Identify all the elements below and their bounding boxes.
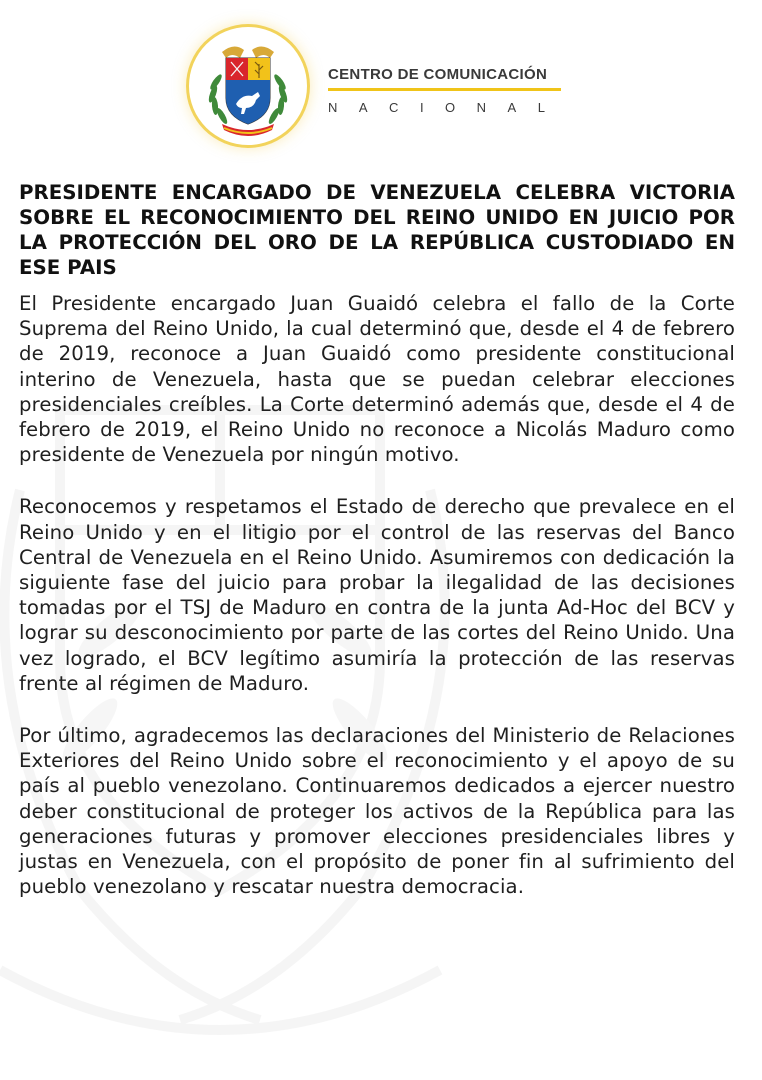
- org-subtitle: NACIONAL: [328, 100, 567, 115]
- organization-title: [328, 66, 567, 115]
- seal: [186, 24, 310, 148]
- press-release: [19, 180, 735, 899]
- headline: PRESIDENTE ENCARGADO DE VENEZUELA CELEBRA VICTORIA SOBRE EL RECONOCIMIENTO DEL REINO UNIDO EN JUICIO POR LA PROTECCIÓN DEL ORO DE LA REPÚBLICA CUSTODIADO EN ESE PAIS: [19, 181, 735, 279]
- org-divider: [328, 88, 561, 91]
- venezuela-coat-of-arms-icon: [186, 24, 310, 148]
- org-name: CENTRO DE COMUNICACIÓN: [328, 66, 548, 83]
- paragraph-2: Reconocemos y respetamos el Estado de derecho que prevalece en el Reino Unido y en el litigio por el control de las reservas del Banco Central de Venezuela en el Reino Unido. Asumiremos con dedicación la siguiente fase del juicio para probar la ilegalidad de las decisiones tomadas por el TSJ de Maduro en contra de la junta Ad-Hoc del BCV y lograr su desconocimiento por parte de las cortes del Reino Unido. Una vez logrado, el BCV legítimo asumiría la protección de las reservas frente al régimen de Maduro.: [19, 495, 735, 695]
- paragraph-1: El Presidente encargado Juan Guaidó celebra el fallo de la Corte Suprema del Reino Unido, la cual determinó que, desde el 4 de febrero de 2019, reconoce a Juan Guaidó como presidente constitucional interino de Venezuela, hasta que se puedan celebrar elecciones presidenciales creíbles. La Corte determinó además que, desde el 4 de febrero de 2019, el Reino Unido no reconoce a Nicolás Maduro como presidente de Venezuela por ningún motivo.: [19, 292, 735, 467]
- header: [186, 24, 586, 154]
- paragraph-3: Por último, agradecemos las declaraciones del Ministerio de Relaciones Exteriores del Reino Unido sobre el reconocimiento y el apoyo de su país al pueblo venezolano. Continuaremos dedicados a ejercer nuestro deber constitucional de proteger los activos de la República para las generaciones futuras y promover elecciones presidenciales libres y justas en Venezuela, con el propósito de poner fin al sufrimiento del pueblo venezolano y rescatar nuestra democracia.: [19, 724, 735, 899]
